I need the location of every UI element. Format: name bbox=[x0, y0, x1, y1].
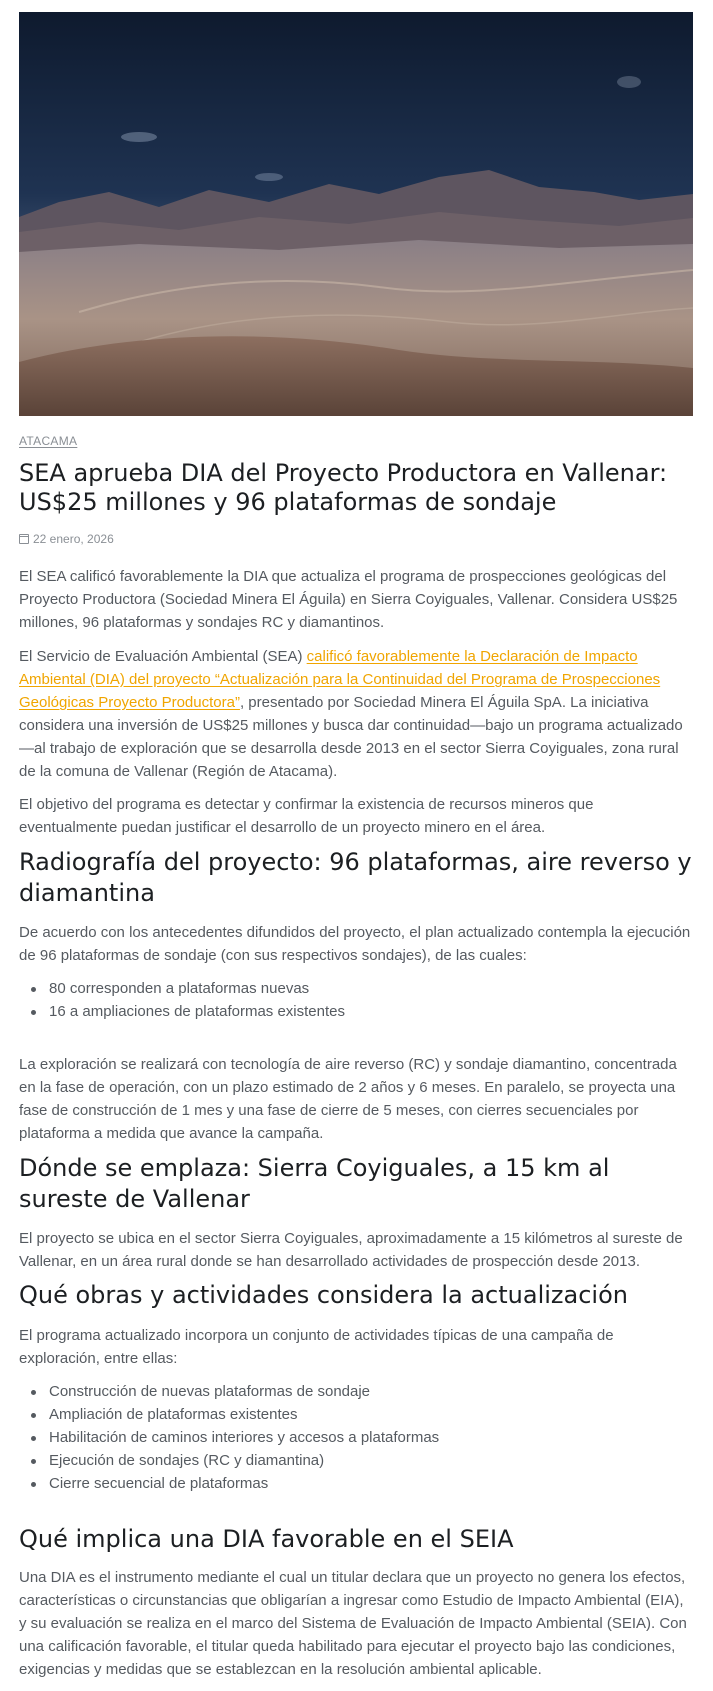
paragraph-activities: El programa actualizado incorpora un conjunto de actividades típicas de una campaña de exploración, entre ellas: bbox=[19, 1327, 614, 1367]
paragraph-objective: El objetivo del programa es detectar y confirmar la existencia de recursos mineros que eventualmente puedan justificar el desarrollo de un proyecto minero en el área. bbox=[19, 796, 594, 836]
list-item: Ampliación de plataformas existentes bbox=[49, 1403, 689, 1426]
paragraph-technology: La exploración se realizará con tecnología de aire reverso (RC) y sondaje diamantino, concentrada en la fase de operación, con un plazo estimado de 2 años y 6 meses. En paralelo, se proyecta una fase de construcción de 1 mes y una fase de cierre de 5 meses, con cierres secuenciales por plataforma a medida que avance la campaña. bbox=[19, 1056, 677, 1142]
article-title: SEA aprueba DIA del Proyecto Productora en Vallenar: US$25 millones y 96 plataformas de sondaje bbox=[19, 459, 668, 516]
list-item: Ejecución de sondajes (RC y diamantina) bbox=[49, 1449, 689, 1472]
paragraph-dia: Una DIA es el instrumento mediante el cual un titular declara que un proyecto no genera los efectos, características o circunstancias que obligarían a ingresar como Estudio de Impacto Ambiental (EIA), y su evaluación se realiza en el marco del Sistema de Evaluación de Impacto Ambiental (SEIA). Con una calificación favorable, el titular queda habilitado para ejecutar el proyecto bajo las condiciones, exigencias y medidas que se establezcan en la resolución ambiental aplicable. bbox=[19, 1569, 687, 1678]
list-item: Cierre secuencial de plataformas bbox=[49, 1472, 689, 1495]
article-lead: El SEA calificó favorablemente la DIA que actualiza el programa de prospecciones geológicas del Proyecto Productora (Sociedad Minera El Águila) en Sierra Coyiguales, Vallenar. Considera US$25 millones, 96 plataformas y sondajes RC y diamantinos. bbox=[19, 568, 678, 631]
article-category-link[interactable]: ATACAMA bbox=[19, 434, 78, 448]
heading-radiografia: Radiografía del proyecto: 96 plataformas, aire reverso y diamantina bbox=[19, 848, 692, 907]
article-date bbox=[19, 532, 114, 546]
heading-ubicacion: Dónde se emplaza: Sierra Coyiguales, a 15 km al sureste de Vallenar bbox=[19, 1154, 610, 1213]
calendar-icon bbox=[19, 534, 29, 544]
paragraph-intro-start: El Servicio de Evaluación Ambiental (SEA) bbox=[19, 648, 307, 665]
platforms-list bbox=[49, 977, 689, 1023]
desert-landscape-image bbox=[19, 12, 693, 416]
hero-image bbox=[19, 12, 693, 416]
list-item: Habilitación de caminos interiores y accesos a plataformas bbox=[49, 1426, 689, 1449]
paragraph-location: El proyecto se ubica en el sector Sierra Coyiguales, aproximadamente a 15 kilómetros al sureste de Vallenar, en un área rural donde se han desarrollado actividades de prospección desde 2013. bbox=[19, 1230, 683, 1270]
heading-obras: Qué obras y actividades considera la actualización bbox=[19, 1281, 628, 1309]
paragraph-platforms: De acuerdo con los antecedentes difundidos del proyecto, el plan actualizado contempla la ejecución de 96 plataformas de sondaje (con sus respectivos sondajes), de las cuales: bbox=[19, 924, 691, 964]
paragraph-intro bbox=[19, 645, 695, 783]
paragraph-intro-end: , presentado por Sociedad Minera El Águila SpA. La iniciativa considera una inversión de US$25 millones y busca dar continuidad—bajo un programa actualizado—al trabajo de exploración que se desarrolla desde 2013 en el sector Sierra Coyiguales, zona rural de la comuna de Vallenar (Región de Atacama). bbox=[19, 694, 683, 780]
activities-list bbox=[49, 1380, 689, 1495]
list-item: 16 a ampliaciones de plataformas existentes bbox=[49, 1000, 689, 1023]
dia-resolution-link[interactable]: calificó favorablemente la Declaración de Impacto Ambiental (DIA) del proyecto “Actualización para la Continuidad del Programa de Prospecciones Geológicas Proyecto Productora” bbox=[19, 648, 661, 711]
list-item: Construcción de nuevas plataformas de sondaje bbox=[49, 1380, 689, 1403]
list-item: 80 corresponden a plataformas nuevas bbox=[49, 977, 689, 1000]
heading-dia-favorable: Qué implica una DIA favorable en el SEIA bbox=[19, 1525, 514, 1553]
article-date-text: 22 enero, 2026 bbox=[33, 532, 114, 546]
